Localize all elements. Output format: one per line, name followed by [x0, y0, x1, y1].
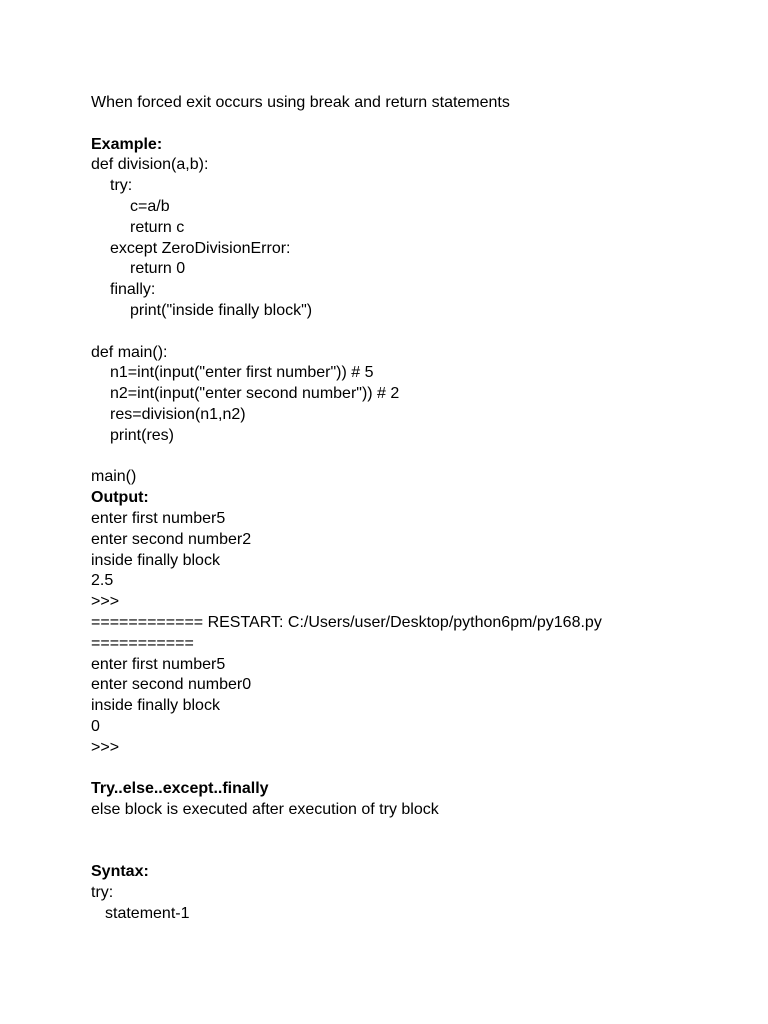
output-heading: Output: [91, 489, 149, 507]
syntax-heading: Syntax: [91, 863, 149, 881]
code-line: print(res) [110, 426, 175, 444]
code-line: return c [130, 218, 185, 236]
spacer [91, 447, 751, 468]
example-heading: Example: [91, 135, 163, 153]
output-line: enter second number2 [91, 530, 252, 548]
output-line: inside finally block [91, 697, 220, 715]
output-line: enter first number5 [91, 655, 226, 673]
code-line: try: [110, 177, 133, 195]
code-line: c=a/b [130, 197, 170, 215]
output-line: >>> [91, 738, 120, 756]
spacer [91, 842, 751, 863]
intro-text: When forced exit occurs using break and return statements [91, 94, 510, 111]
syntax-line: statement-1 [105, 905, 190, 923]
code-line: main() [91, 468, 137, 486]
output-line: inside finally block [91, 551, 220, 569]
spacer [91, 322, 751, 343]
document-body [91, 93, 751, 925]
code-line: n1=int(input("enter first number")) # 5 [110, 364, 374, 382]
spacer [91, 759, 751, 780]
code-line: n2=int(input("enter second number")) # 2 [110, 385, 400, 403]
code-line: def main(): [91, 343, 168, 361]
output-line: enter first number5 [91, 509, 226, 527]
spacer [91, 114, 751, 135]
code-line: print("inside finally block") [130, 301, 313, 319]
code-line: finally: [110, 281, 156, 299]
output-line: ============ RESTART: C:/Users/user/Desktop/python6pm/py168.py [91, 613, 602, 631]
code-line: return 0 [130, 260, 186, 278]
code-line: except ZeroDivisionError: [110, 239, 291, 257]
section-heading: Try..else..except..finally [91, 780, 269, 798]
output-line: >>> [91, 593, 120, 611]
spacer [91, 821, 751, 842]
output-line: 2.5 [91, 572, 114, 590]
output-line: enter second number0 [91, 676, 252, 694]
section-description: else block is executed after execution of try block [91, 801, 439, 819]
syntax-line: try: [91, 884, 114, 902]
code-line: res=division(n1,n2) [110, 405, 246, 423]
output-line: 0 [91, 717, 100, 735]
code-line: def division(a,b): [91, 156, 209, 174]
output-line: =========== [91, 634, 194, 652]
